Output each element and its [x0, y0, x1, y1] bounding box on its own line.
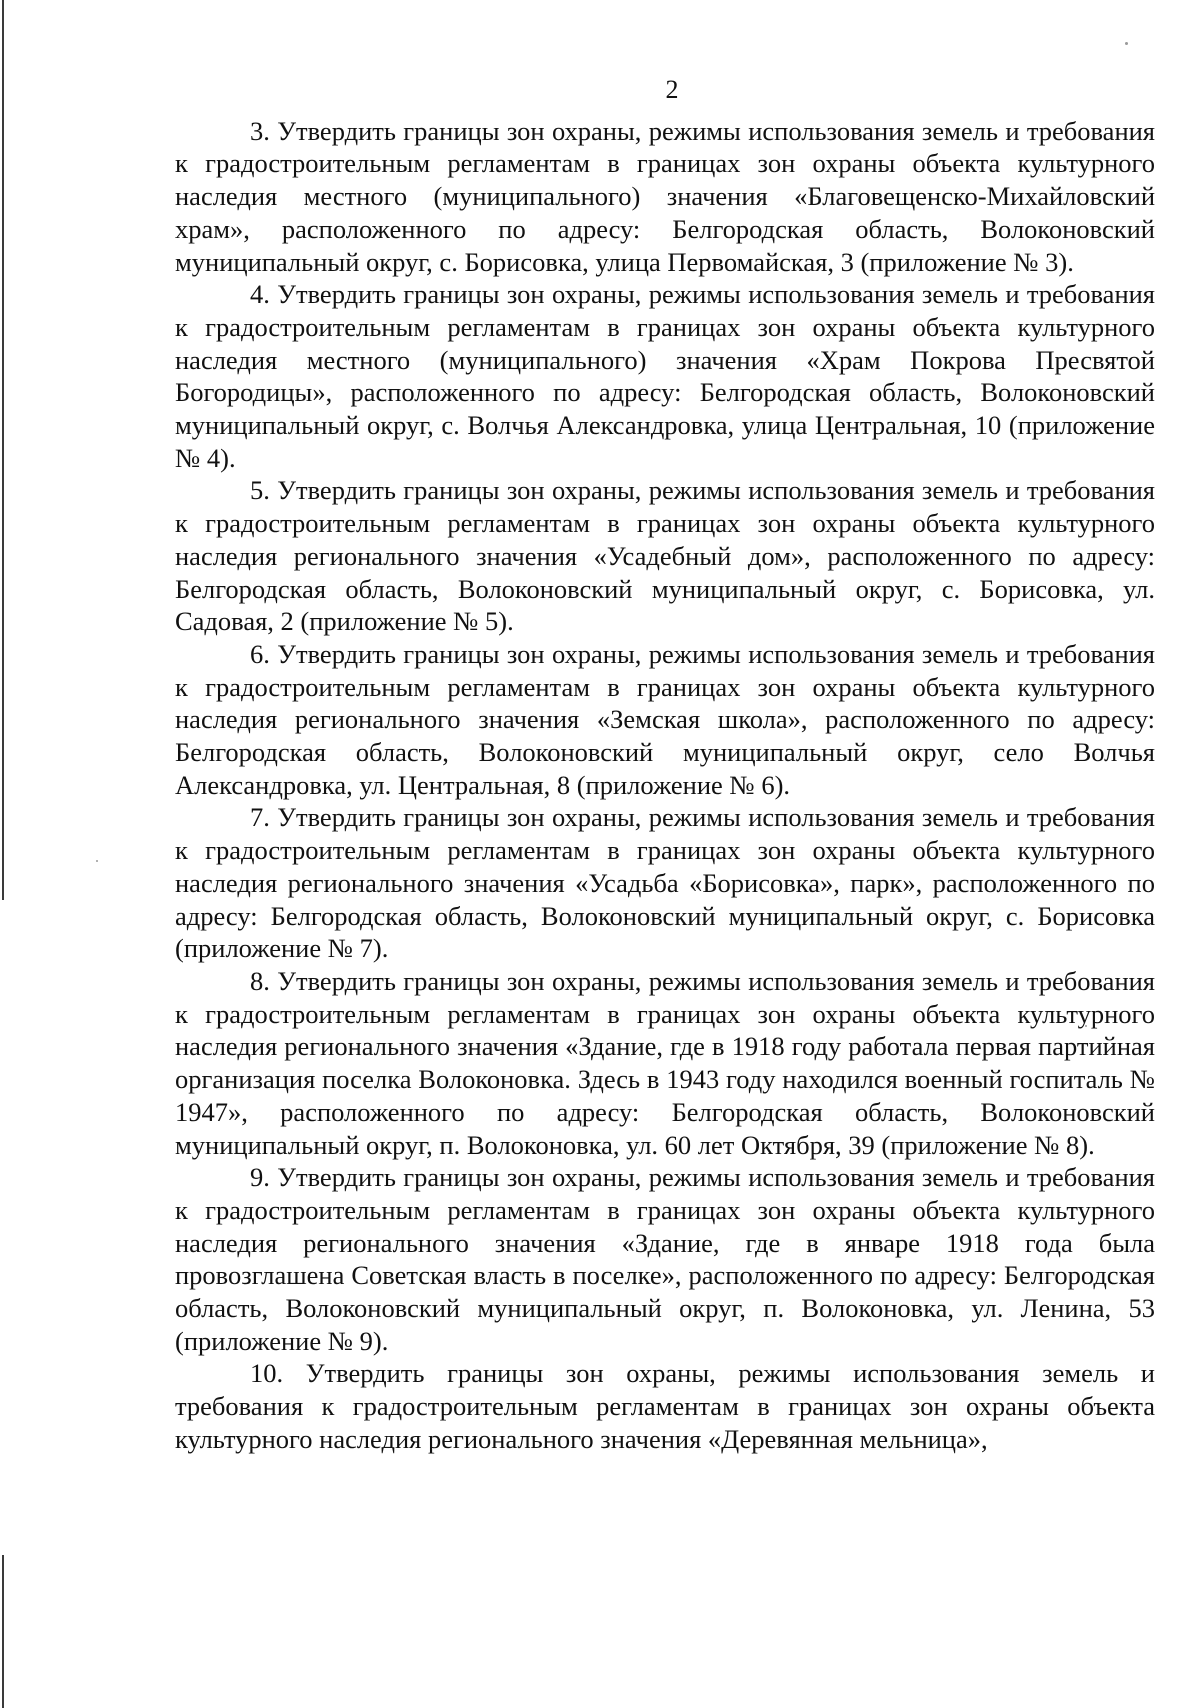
clause-9: 9. Утвердить границы зон охраны, режимы использования земель и требования к градостроительным регламентам в границах зон охраны объекта культурного наследия регионального значения «Здание, где в январе 1918 года была провозглашена Советская власть в поселке», расположенного по адресу: Белгородская область, Волоконовский муниципальный округ, п. Волоконовка, ул. Ленина, 53 (приложение № 9).	[175, 1162, 1155, 1356]
clause-5: 5. Утвердить границы зон охраны, режимы использования земель и требования к градостроительным регламентам в границах зон охраны объекта культурного наследия регионального значения «Усадебный дом», расположенного по адресу: Белгородская область, Волоконовский муниципальный округ, с. Борисовка, ул. Садовая, 2 (приложение № 5).	[175, 475, 1155, 637]
clause-7: 7. Утвердить границы зон охраны, режимы использования земель и требования к градостроительным регламентам в границах зон охраны объекта культурного наследия регионального значения «Усадьба «Борисовка», парк», расположенного по адресу: Белгородская область, Волоконовский муниципальный округ, с. Борисовка (приложение № 7).	[175, 802, 1155, 964]
clause-6: 6. Утвердить границы зон охраны, режимы использования земель и требования к градостроительным регламентам в границах зон охраны объекта культурного наследия регионального значения «Земская школа», расположенного по адресу: Белгородская область, Волоконовский муниципальный округ, село Волчья Александровка, ул. Центральная, 8 (приложение № 6).	[175, 638, 1155, 800]
scan-dust-mark	[96, 860, 98, 862]
clause-4: 4. Утвердить границы зон охраны, режимы использования земель и требования к градостроительным регламентам в границах зон охраны объекта культурного наследия местного (муниципального) значения «Храм Покрова Пресвятой Богородицы», расположенного по адресу: Белгородская область, Волоконовский муниципальный округ, с. Волчья Александровка, улица Центральная, 10 (приложение № 4).	[175, 279, 1155, 473]
page-number: 2	[665, 75, 679, 104]
clause-8: 8. Утвердить границы зон охраны, режимы использования земель и требования к градостроительным регламентам в границах зон охраны объекта культурного наследия регионального значения «Здание, где в 1918 году работала первая партийная организация поселка Волоконовка. Здесь в 1943 году находился военный госпиталь № 1947», расположенного по адресу: Белгородская область, Волоконовский муниципальный округ, п. Волоконовка, ул. 60 лет Октября, 39 (приложение № 8).	[175, 965, 1155, 1160]
clause-10: 10. Утвердить границы зон охраны, режимы использования земель и требования к градостроительным регламентам в границах зон охраны объекта культурного наследия регионального значения «Деревянная мельница»,	[175, 1358, 1155, 1454]
document-page	[175, 74, 1155, 1456]
scan-dust-mark	[1125, 42, 1128, 45]
clause-3: 3. Утвердить границы зон охраны, режимы использования земель и требования к градостроительным регламентам в границах зон охраны объекта культурного наследия местного (муниципального) значения «Благовещенско-Михайловский храм», расположенного по адресу: Белгородская область, Волоконовский муниципальный округ, с. Борисовка, улица Первомайская, 3 (приложение № 3).	[175, 115, 1155, 277]
scan-edge-line-bottom	[2, 1555, 4, 1708]
scan-edge-line-top	[2, 0, 4, 900]
